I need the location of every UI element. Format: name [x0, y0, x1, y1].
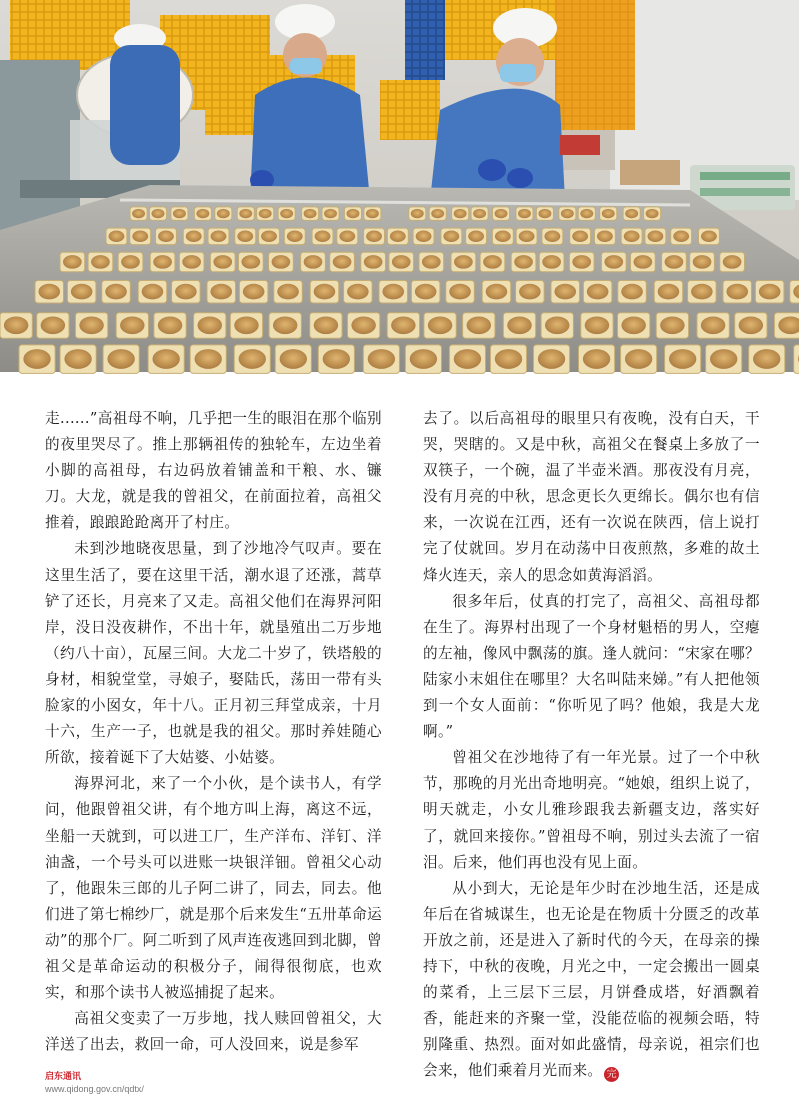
factory-photo: [0, 0, 799, 372]
paragraph: 高祖父变卖了一万步地，找人赎回曾祖父，大洋送了出去，救回一命，可人没回来，说是参军: [45, 1010, 382, 1054]
publication-name: 启东通讯: [45, 1072, 82, 1082]
paragraph: [423, 876, 760, 1085]
publication-url[interactable]: www.qidong.gov.cn/qdtx/: [45, 1084, 144, 1094]
left-column: [45, 406, 382, 1056]
paragraph: 很多年后，仗真的打完了，高祖父、高祖母都在生了。海界村出现了一个身材魁梧的男人，空瘪的左袖，像风中飘荡的旗。逢人就问：“宋家在哪？陆家小末姐住在哪里？大名叫陆来娣。”有人把他领到一个女人面前：“你听见了吗？他娘，我是大龙啊。”: [423, 592, 760, 741]
footer: [45, 1072, 345, 1098]
end-mark-icon: 完: [604, 1067, 619, 1082]
paragraph: 走......”高祖母不响，几乎把一生的眼泪在那个临别的夜里哭尽了。推上那辆祖传的独轮车，左边坐着小脚的高祖母，右边码放着铺盖和干粮、水、镰刀。大龙，就是我的曾祖父，在前面拉着，高祖父推着，踉踉跄跄离开了村庄。: [45, 410, 382, 532]
paragraph: 未到沙地晓夜思量，到了沙地冷气叹声。要在这里生活了，要在这里干活，潮水退了还涨，蒿草铲了还长，月亮来了又走。高祖父他们在海界河阳岸，没日没夜耕作，不出十年，就垦殖出二万步地（约八十亩），瓦屋三间。大龙二十岁了，铁塔般的身材，相貌堂堂，寻娘子，娶陆氏，荡田一带有头脸家的小囡女，年十八。正月初三拜堂成亲，十月十六，生产一子，也就是我的祖父。那时养娃随心所欲，接着诞下了大姑婆、小姑婆。: [45, 540, 382, 767]
mooncake-trays: [0, 207, 799, 374]
paragraph: 曾祖父在沙地待了有一年光景。过了一个中秋节，那晚的月光出奇地明亮。“她娘，组织上说了，明天就走，小女儿雅珍跟我去新疆支边，落实好了，就回来接你。”曾祖母不响，别过头去流了一宿泪。后来，他们再也没有见上面。: [423, 749, 760, 871]
paragraph: 海界河北，来了一个小伙，是个读书人，有学问，他跟曾祖父讲，有个地方叫上海，离这不远，坐船一天就到，可以进工厂，生产洋布、洋钉、洋油盏，一个号头可以进账一块银洋钿。曾祖父心动了，他跟朱三郎的儿子阿二讲了，同去，同去。他们进了第七棉纱厂，就是那个后来发生“五卅革命运动”的那个厂。阿二听到了风声连夜逃回到北脚，曾祖父是革命运动的积极分子，闹得很彻底，也欢实，和那个读书人被巡捕捉了起来。: [45, 775, 382, 1002]
mooncake-production-illustration: [0, 0, 799, 372]
paragraph: 去了。以后高祖母的眼里只有夜晚，没有白天，干哭，哭瞎的。又是中秋，高祖父在餐桌上多放了一双筷子，一个碗，温了半壶米酒。那夜没有月亮，没有月亮的中秋，思念更长久更绵长。偶尔也有信来，一次说在江西，还有一次说在陕西，信上说打完了仗就回。岁月在动荡中日夜煎熬，多难的故土烽火连天，亲人的思念如黄海滔滔。: [423, 410, 760, 584]
right-column: [423, 406, 760, 1081]
conveyor-table: [0, 185, 799, 372]
final-paragraph-text: 从小到大，无论是年少时在沙地生活，还是成年后在省城谋生，也无论是在物质十分匮乏的改革开放之前，还是进入了新时代的今天，在母亲的操持下，中秋的夜晚，月光之中，一定会搬出一圆桌的菜肴，上三层下三层，月饼叠成塔，好酒飘着香，能赶来的齐聚一堂，没能莅临的视频会晤，特别隆重、热烈。面对如此盛情，母亲说，祖宗们也会来，他们乘着月光而来。: [423, 879, 760, 1080]
